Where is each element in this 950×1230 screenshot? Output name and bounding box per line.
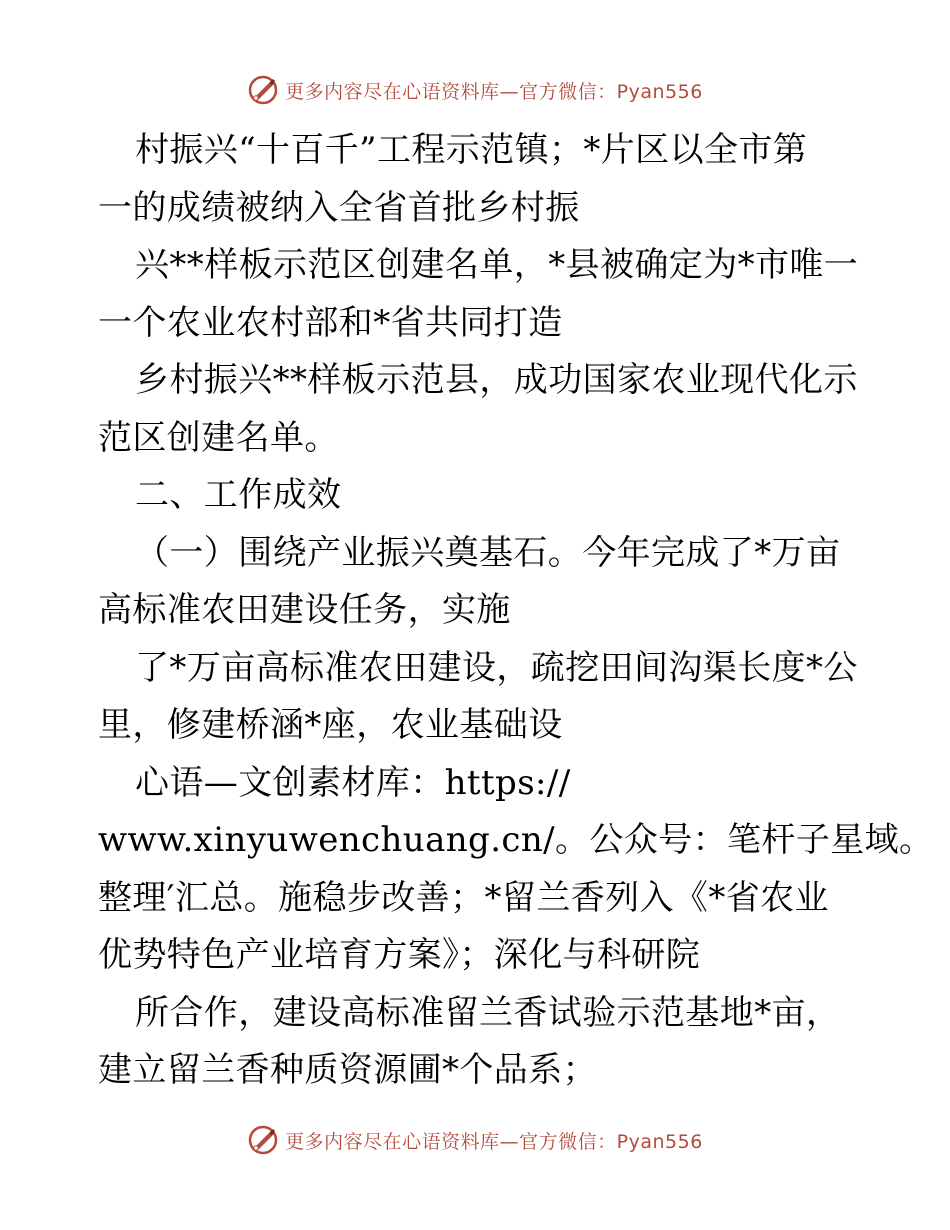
body-line: 一个农业农村部和*省共同打造 — [98, 302, 563, 343]
body-line: 高标准农田建设任务，实施 — [98, 590, 511, 630]
subsection-heading: （一）围绕产业振兴奠基石。今年完成了*万亩 — [135, 532, 841, 573]
body-line: 心语—文创素材库：https:// — [135, 762, 571, 803]
footer-banner-inner — [247, 1124, 703, 1156]
footer-banner — [0, 1120, 950, 1160]
body-line: 一的成绩被纳入全省首批乡村振 — [98, 187, 580, 228]
body-line: 乡村振兴**样板示范县，成功国家农业现代化示 — [135, 360, 858, 400]
body-line: 建立留兰香种质资源圃*个品系； — [98, 1050, 597, 1090]
section-heading: 二、工作成效 — [135, 475, 342, 515]
body-line: 范区创建名单。 — [98, 417, 339, 458]
header-banner — [0, 70, 950, 110]
body-line: 所合作，建设高标准留兰香试验示范基地*亩， — [135, 992, 841, 1033]
body-line: 优势特色产业培育方案》；深化与科研院 — [98, 935, 701, 975]
header-banner-title: 更多内容尽在心语资料库 — [285, 80, 500, 103]
body-line: 村振兴“十百千”工程示范镇；*片区以全市第 — [135, 130, 808, 170]
brush-logo-icon — [247, 74, 279, 106]
header-banner-separator: — — [499, 80, 520, 103]
body-line: www.xinyuwenchuang.cn/。公众号：笔杆子星域。 — [98, 820, 934, 860]
header-banner-text — [285, 77, 703, 104]
footer-banner-title: 更多内容尽在心语资料库 — [285, 1130, 500, 1153]
brush-logo-icon — [247, 1124, 279, 1156]
footer-banner-wechat: 官方微信：Pyan556 — [519, 1130, 703, 1153]
header-banner-wechat: 官方微信：Pyan556 — [519, 80, 703, 103]
body-line: 兴**样板示范区创建名单，*县被确定为*市唯一 — [135, 245, 859, 285]
body-line: 了*万亩高标准农田建设，疏挖田间沟渠长度*公 — [135, 647, 858, 688]
body-line: 里，修建桥涵*座，农业基础设 — [98, 705, 563, 745]
document-body — [98, 122, 934, 1100]
footer-banner-text — [285, 1127, 703, 1154]
body-line: 整理′汇总。施稳步改善；*留兰香列入《*省农业 — [98, 877, 829, 918]
footer-banner-separator: — — [499, 1130, 520, 1153]
header-banner-inner — [247, 74, 703, 106]
